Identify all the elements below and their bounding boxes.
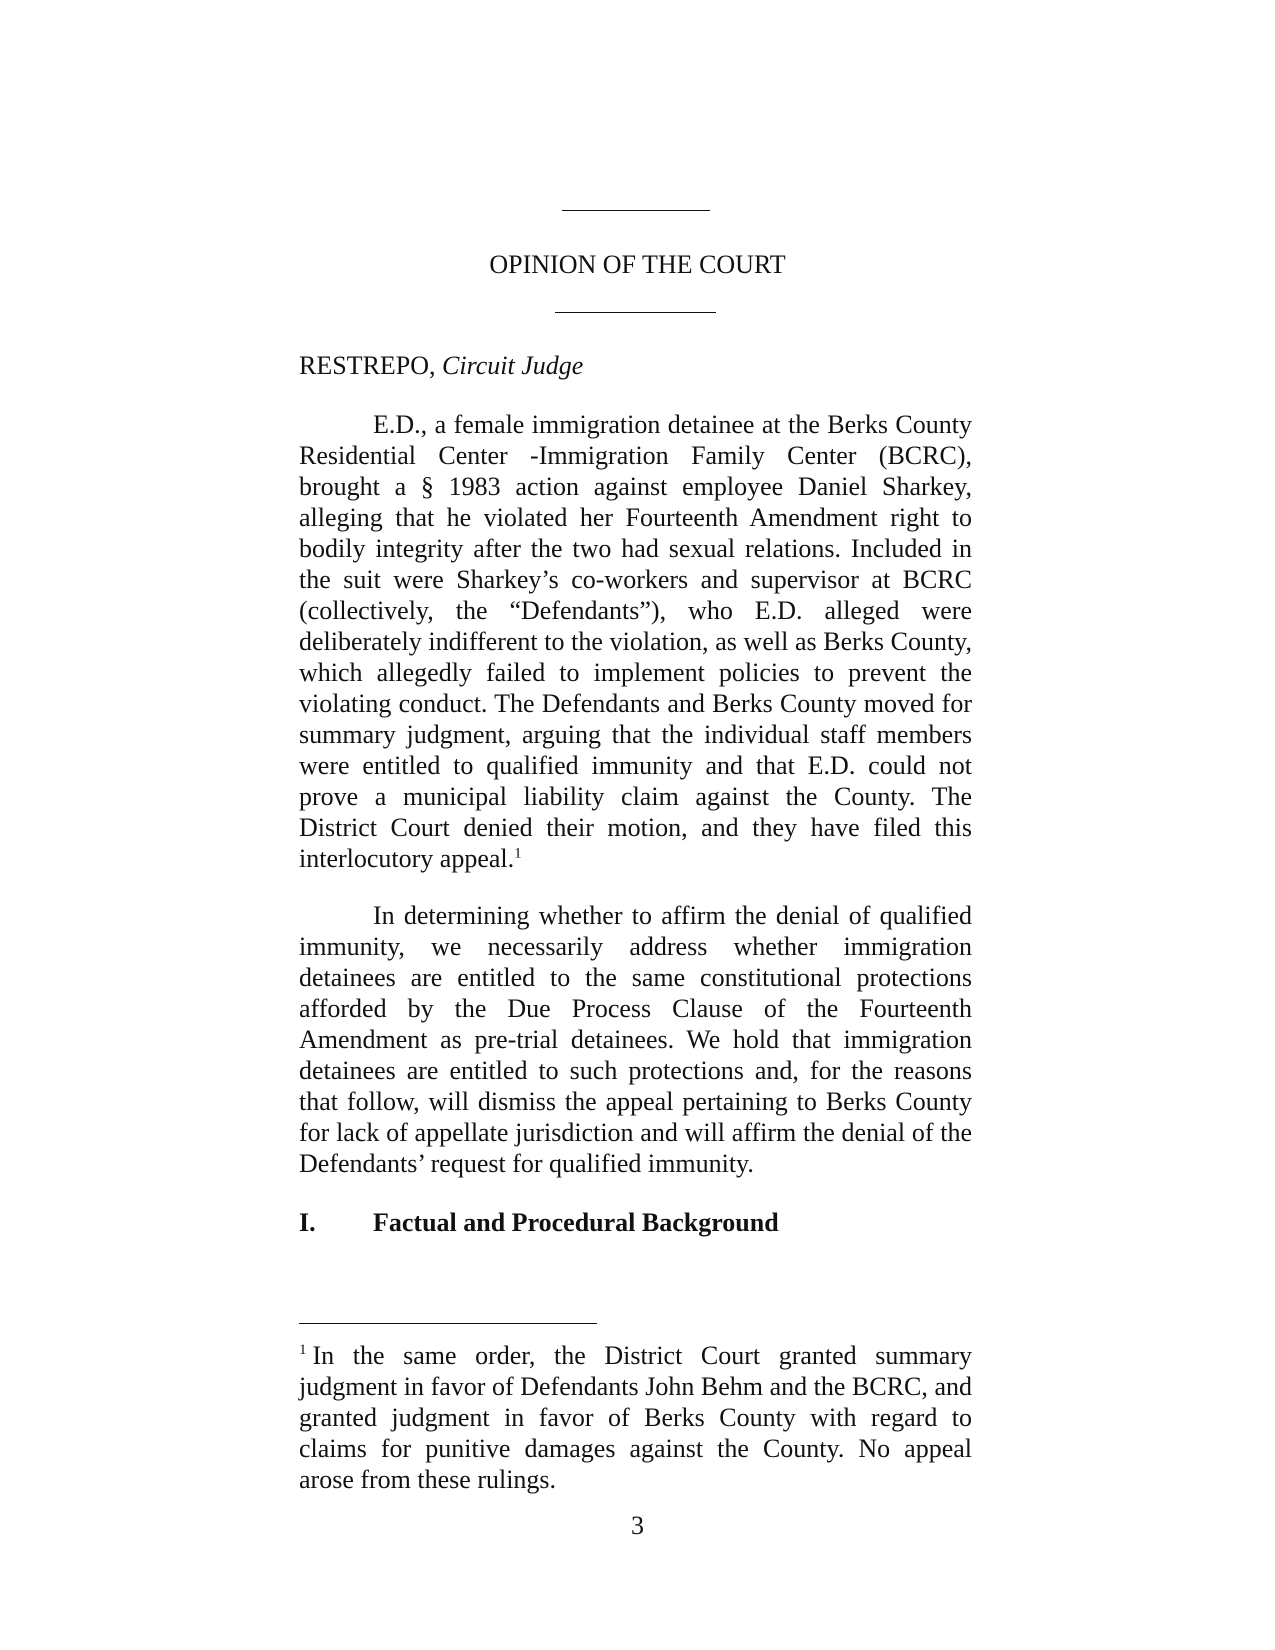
heading-bottom-rule: [555, 312, 716, 313]
page-number: 3: [631, 1511, 644, 1540]
footnote-reference[interactable]: 1: [514, 845, 522, 862]
author-title: Circuit Judge: [442, 351, 584, 380]
section-number: I.: [299, 1208, 316, 1237]
paragraph-1: [299, 409, 972, 874]
section-title: Factual and Procedural Background: [373, 1208, 779, 1237]
paragraph-2-text: In determining whether to affirm the denial of qualified immunity, we necessarily address whether immigration detainees are entitled to the same constitutional protections afforded by the Due Process Clause of the Fourteenth Amendment as pre-trial detainees. We hold that immigration detainees are entitled to such protections and, for the reasons that follow, will dismiss the appeal pertaining to Berks County for lack of appellate jurisdiction and will affirm the denial of the Defendants’ request for qualified immunity.: [299, 901, 972, 1178]
opinion-heading: OPINION OF THE COURT: [489, 250, 786, 279]
footnote-text: In the same order, the District Court granted summary judgment in favor of Defendants John Behm and the BCRC, and granted judgment in favor of Berks County with regard to claims for punitive damages against the County. No appeal arose from these rulings.: [299, 1341, 972, 1494]
author-line: [299, 348, 583, 384]
footnote: [299, 1340, 972, 1495]
section-heading: [299, 1205, 779, 1241]
footnote-separator: [299, 1323, 597, 1324]
footnote-marker: 1: [299, 1342, 307, 1359]
paragraph-1-text: E.D., a female immigration detainee at the Berks County Residential Center -Immigration Family Center (BCRC), brought a § 1983 action against employee Daniel Sharkey, alleging that he violated her Fourteenth Amendment right to bodily integrity after the two had sexual relations. Included in the suit were Sharkey’s co-workers and supervisor at BCRC (collectively, the “Defendants”), who E.D. alleged were deliberately indifferent to the violation, as well as Berks County, which allegedly failed to implement policies to prevent the violating conduct. The Defendants and Berks County moved for summary judgment, arguing that the individual staff members were entitled to qualified immunity and that E.D. could not prove a municipal liability claim against the County. The District Court denied their motion, and they have filed this interlocutory appeal.: [299, 410, 972, 873]
author-name: RESTREPO,: [299, 351, 436, 380]
paragraph-2: [299, 900, 972, 1179]
heading-top-rule: [562, 210, 710, 211]
